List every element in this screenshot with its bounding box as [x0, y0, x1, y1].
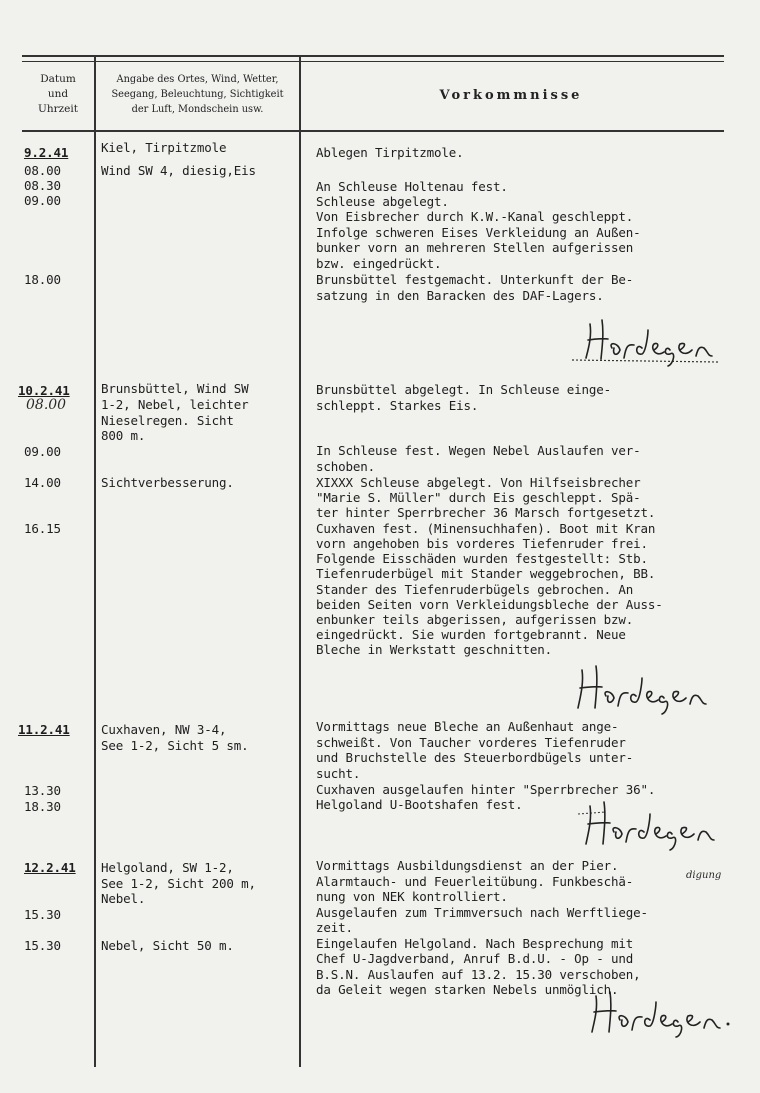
header-col-place-line3: der Luft, Mondschein usw.: [131, 104, 264, 115]
entry-place: Nebel, Sicht 50 m.: [101, 938, 234, 953]
top-rule: [22, 55, 724, 57]
event-line: zeit.: [316, 920, 353, 935]
header-col-place: [96, 72, 299, 117]
header-col-date-line1: Datum: [40, 73, 76, 85]
event-line: schleppt. Starkes Eis.: [316, 398, 479, 413]
event-line: und Bruchstelle des Steuerbordbügels unter-: [316, 750, 634, 765]
top-rule-thin: [22, 61, 724, 62]
event-line: Cuxhaven ausgelaufen hinter "Sperrbrecher 36".: [316, 782, 656, 797]
entry-time: 14.00: [24, 475, 61, 490]
entry-time: 18.30: [24, 799, 61, 814]
entry-date: 9.2.41: [24, 145, 69, 160]
entry-place: Cuxhaven, NW 3-4,: [101, 722, 227, 737]
header-col-place-line2: Seegang, Beleuchtung, Sichtigkeit: [111, 89, 284, 100]
event-line: ter hinter Sperrbrecher 36 Marsch fortgesetzt.: [316, 505, 656, 520]
signature: [576, 796, 726, 852]
event-line: Ablegen Tirpitzmole.: [316, 145, 464, 160]
entry-time: 08.30: [24, 178, 61, 193]
event-line: Brunsbüttel festgemacht. Unterkunft der Be-: [316, 272, 634, 287]
event-line: bzw. eingedrückt.: [316, 256, 442, 271]
entry-time: 18.00: [24, 272, 61, 287]
event-line: da Geleit wegen starken Nebels unmöglich.: [316, 982, 619, 997]
entry-place: Sichtverbesserung.: [101, 475, 234, 490]
handwritten-correction: digung: [686, 870, 722, 881]
event-line: satzung in den Baracken des DAF-Lagers.: [316, 288, 604, 303]
entry-time: 16.15: [24, 521, 61, 536]
entry-place: Brunsbüttel, Wind SW: [101, 381, 249, 396]
entry-place: 1-2, Nebel, leichter: [101, 397, 249, 412]
event-line: nung von NEK kontrolliert.: [316, 889, 508, 904]
entry-place: Wind SW 4, diesig,Eis: [101, 163, 256, 178]
event-line: Stander des Tiefenruderbügels gebrochen. An: [316, 582, 634, 597]
entry-time: 09.00: [24, 444, 61, 459]
entry-place: Nebel.: [101, 891, 146, 906]
event-line: schoben.: [316, 459, 376, 474]
entry-date: 10.2.41: [18, 383, 70, 398]
event-line: Vormittags neue Bleche an Außenhaut ange-: [316, 719, 619, 734]
event-line: Tiefenruderbügel mit Stander weggebrochen, BB.: [316, 566, 656, 581]
entry-place: Nieselregen. Sicht: [101, 413, 234, 428]
event-line: Schleuse abgelegt.: [316, 194, 449, 209]
entry-time: 15.30: [24, 907, 61, 922]
header-col-place-line1: Angabe des Ortes, Wind, Wetter,: [116, 74, 279, 85]
signature: [582, 988, 732, 1038]
header-col-events: Vorkommnisse: [439, 88, 583, 103]
event-line: schweißt. Von Taucher vorderes Tiefenruder: [316, 735, 626, 750]
entry-place: 800 m.: [101, 428, 146, 443]
entry-time: 13.30: [24, 783, 61, 798]
event-line: Ausgelaufen zum Trimmversuch nach Werftliege-: [316, 905, 648, 920]
header-col-date-line3: Uhrzeit: [38, 103, 78, 115]
signature: [568, 312, 728, 370]
entry-time: 08.00: [24, 163, 61, 178]
entry-place: Kiel, Tirpitzmole: [101, 140, 227, 155]
event-line: Helgoland U-Bootshafen fest.: [316, 797, 523, 812]
event-line: Infolge schweren Eises Verkleidung an Außen-: [316, 225, 641, 240]
event-line: In Schleuse fest. Wegen Nebel Auslaufen ver-: [316, 443, 641, 458]
column-divider-2: [299, 57, 301, 1067]
event-line: Brunsbüttel abgelegt. In Schleuse einge-: [316, 382, 612, 397]
event-line: vorn angehoben bis vorderes Tiefenruder frei.: [316, 536, 648, 551]
event-line: Folgende Eisschäden wurden festgestellt: Stb.: [316, 551, 648, 566]
entry-place: See 1-2, Sicht 200 m,: [101, 876, 256, 891]
entry-date: 12.2.41: [24, 860, 76, 875]
header-bottom-rule: [22, 130, 724, 132]
entry-place: See 1-2, Sicht 5 sm.: [101, 738, 249, 753]
event-line: Chef U-Jagdverband, Anruf B.d.U. - Op - und: [316, 951, 634, 966]
entry-time: 15.30: [24, 938, 61, 953]
event-line: Eingelaufen Helgoland. Nach Besprechung mit: [316, 936, 634, 951]
event-line: Bleche in Werkstatt geschnitten.: [316, 642, 553, 657]
event-line: XIXXX Schleuse abgelegt. Von Hilfseisbrecher: [316, 475, 641, 490]
event-line: Von Eisbrecher durch K.W.-Kanal geschleppt.: [316, 209, 634, 224]
event-line: B.S.N. Auslaufen auf 13.2. 15.30 verschoben,: [316, 967, 641, 982]
event-line: "Marie S. Müller" durch Eis geschleppt. Spä-: [316, 490, 641, 505]
event-line: enbunker teils abgerissen, aufgerissen bzw.: [316, 612, 634, 627]
event-line: bunker vorn an mehreren Stellen aufgerissen: [316, 240, 634, 255]
signature: [568, 660, 718, 716]
event-line: Cuxhaven fest. (Minensuchhafen). Boot mit Kran: [316, 521, 656, 536]
entry-date: 11.2.41: [18, 722, 70, 737]
entry-time-handwritten: 08.00: [26, 397, 67, 413]
event-line: beiden Seiten vorn Verkleidungsbleche der Auss-: [316, 597, 663, 612]
header-col-date-line2: und: [47, 88, 69, 100]
event-line: sucht.: [316, 766, 361, 781]
header-col-date: [24, 72, 92, 117]
event-line: Vormittags Ausbildungsdienst an der Pier.: [316, 858, 619, 873]
event-line: eingedrückt. Sie wurden fortgebrannt. Neue: [316, 627, 626, 642]
entry-place: Helgoland, SW 1-2,: [101, 860, 234, 875]
event-line: An Schleuse Holtenau fest.: [316, 179, 508, 194]
event-line: Alarmtauch- und Feuerleitübung. Funkbeschä-: [316, 874, 634, 889]
column-divider-1: [94, 57, 96, 1067]
entry-time: 09.00: [24, 193, 61, 208]
